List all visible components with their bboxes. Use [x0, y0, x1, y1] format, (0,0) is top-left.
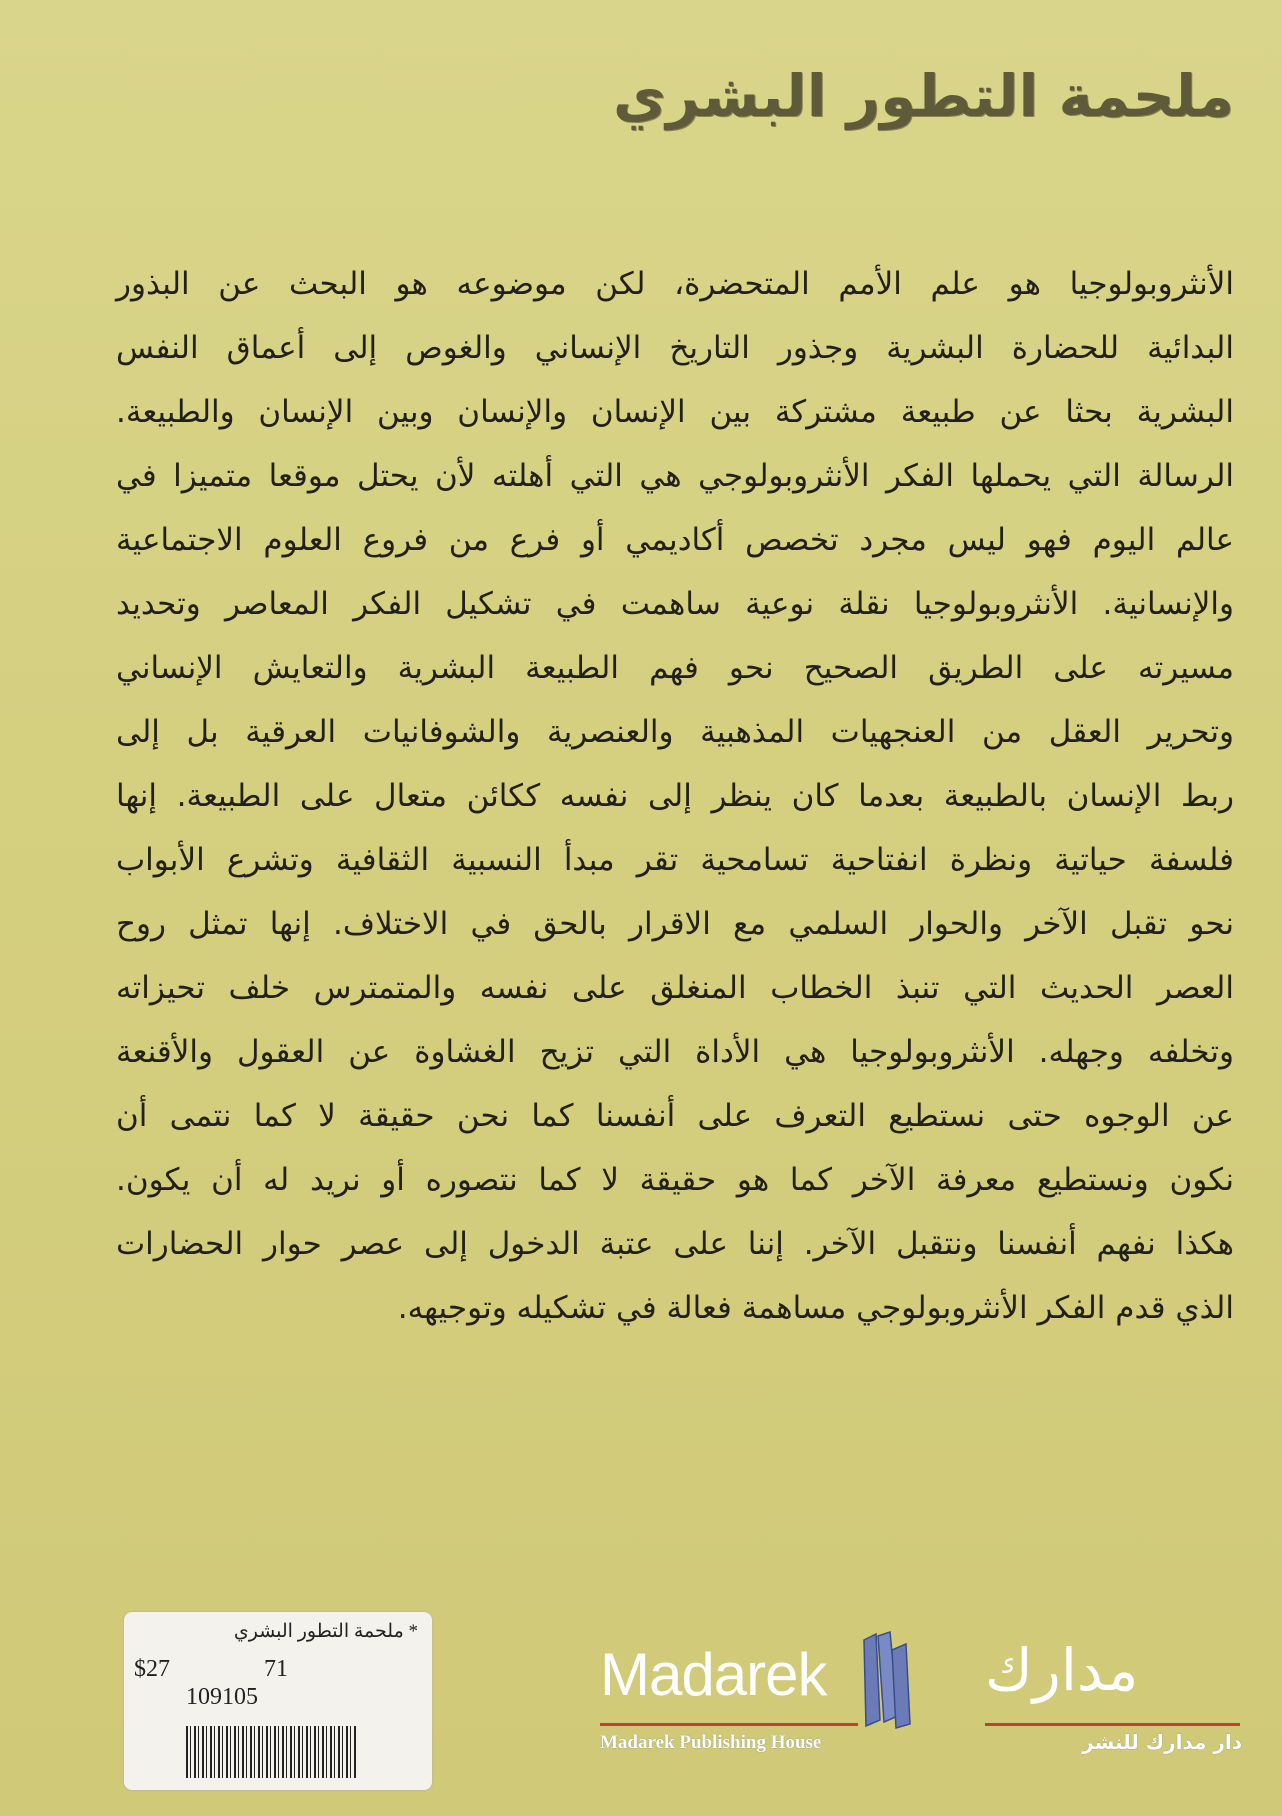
text-line: البدائية للحضارة البشرية وجذور التاريخ الإنساني والغوص إلى أعماق النفس [116, 330, 1234, 366]
text-line: هكذا نفهم أنفسنا ونتقبل الآخر. إننا على عتبة الدخول إلى عصر حوار الحضارات [116, 1226, 1234, 1262]
sticker-number: 109105 [186, 1684, 258, 1710]
text-line: العصر الحديث التي تنبذ الخطاب المنغلق على نفسه والمتمترس خلف تحيزاته [116, 970, 1234, 1006]
blurb-text [116, 252, 1234, 1340]
text-line: وتخلفه وجهله. الأنثروبولوجيا هي الأداة التي تزيح الغشاوة عن العقول والأقنعة [116, 1034, 1234, 1070]
text-line: الذي قدم الفكر الأنثروبولوجي مساهمة فعالة في تشكيله وتوجيهه. [397, 1290, 1234, 1326]
publisher-name-en: Madarek [600, 1641, 827, 1708]
text-line: عن الوجوه حتى نستطيع التعرف على أنفسنا كما نحن حقيقة لا كما نتمى أن [116, 1098, 1234, 1134]
text-line: ربط الإنسان بالطبيعة بعدما كان ينظر إلى نفسه ككائن متعال على الطبيعة. إنها [116, 778, 1234, 814]
text-line: عالم اليوم فهو ليس مجرد تخصص أكاديمي أو فرع من فروع العلوم الاجتماعية [116, 522, 1234, 558]
divider [600, 1723, 858, 1726]
sticker-price: $27 [134, 1656, 170, 1682]
text-line: فلسفة حياتية ونظرة انفتاحية تسامحية تقر مبدأ النسبية الثقافية وتشرع الأبواب [116, 842, 1234, 878]
text-line: نحو تقبل الآخر والحوار السلمي مع الاقرار بالحق في الاختلاف. إنها تمثل روح [116, 906, 1234, 942]
text-line: البشرية بحثا عن طبيعة مشتركة بين الإنسان والإنسان وبين الإنسان والطبيعة. [116, 394, 1234, 430]
text-line: الرسالة التي يحملها الفكر الأنثروبولوجي هي التي أهلته لأن يحتل موقعا متميزا في [116, 458, 1234, 494]
barcode-icon [186, 1726, 356, 1778]
text-line: وتحرير العقل من العنجهيات المذهبية والعنصرية والشوفانيات العرقية بل إلى [116, 714, 1234, 750]
publisher-logo-icon [862, 1630, 916, 1730]
text-line: مسيرته على الطريق الصحيح نحو فهم الطبيعة البشرية والتعايش الإنساني [116, 650, 1234, 686]
book-title: ملحمة التطور البشري [612, 62, 1234, 130]
divider [985, 1723, 1240, 1726]
price-sticker [124, 1612, 432, 1790]
sticker-code: 71 [264, 1656, 288, 1682]
text-line: نكون ونستطيع معرفة الآخر كما هو حقيقة لا كما نتصوره أو نريد له أن يكون. [116, 1162, 1234, 1198]
publisher-subtitle-ar: دار مدارك للنشر [1082, 1730, 1242, 1754]
publisher-name-ar: مدارك [985, 1636, 1139, 1704]
text-line: والإنسانية. الأنثروبولوجيا نقلة نوعية ساهمت في تشكيل الفكر المعاصر وتحديد [116, 586, 1234, 622]
text-line: الأنثروبولوجيا هو علم الأمم المتحضرة، لكن موضوعه هو البحث عن البذور [116, 266, 1234, 302]
publisher-subtitle-en: Madarek Publishing House [600, 1732, 822, 1753]
sticker-title: * ملحمة التطور البشري [233, 1621, 418, 1642]
